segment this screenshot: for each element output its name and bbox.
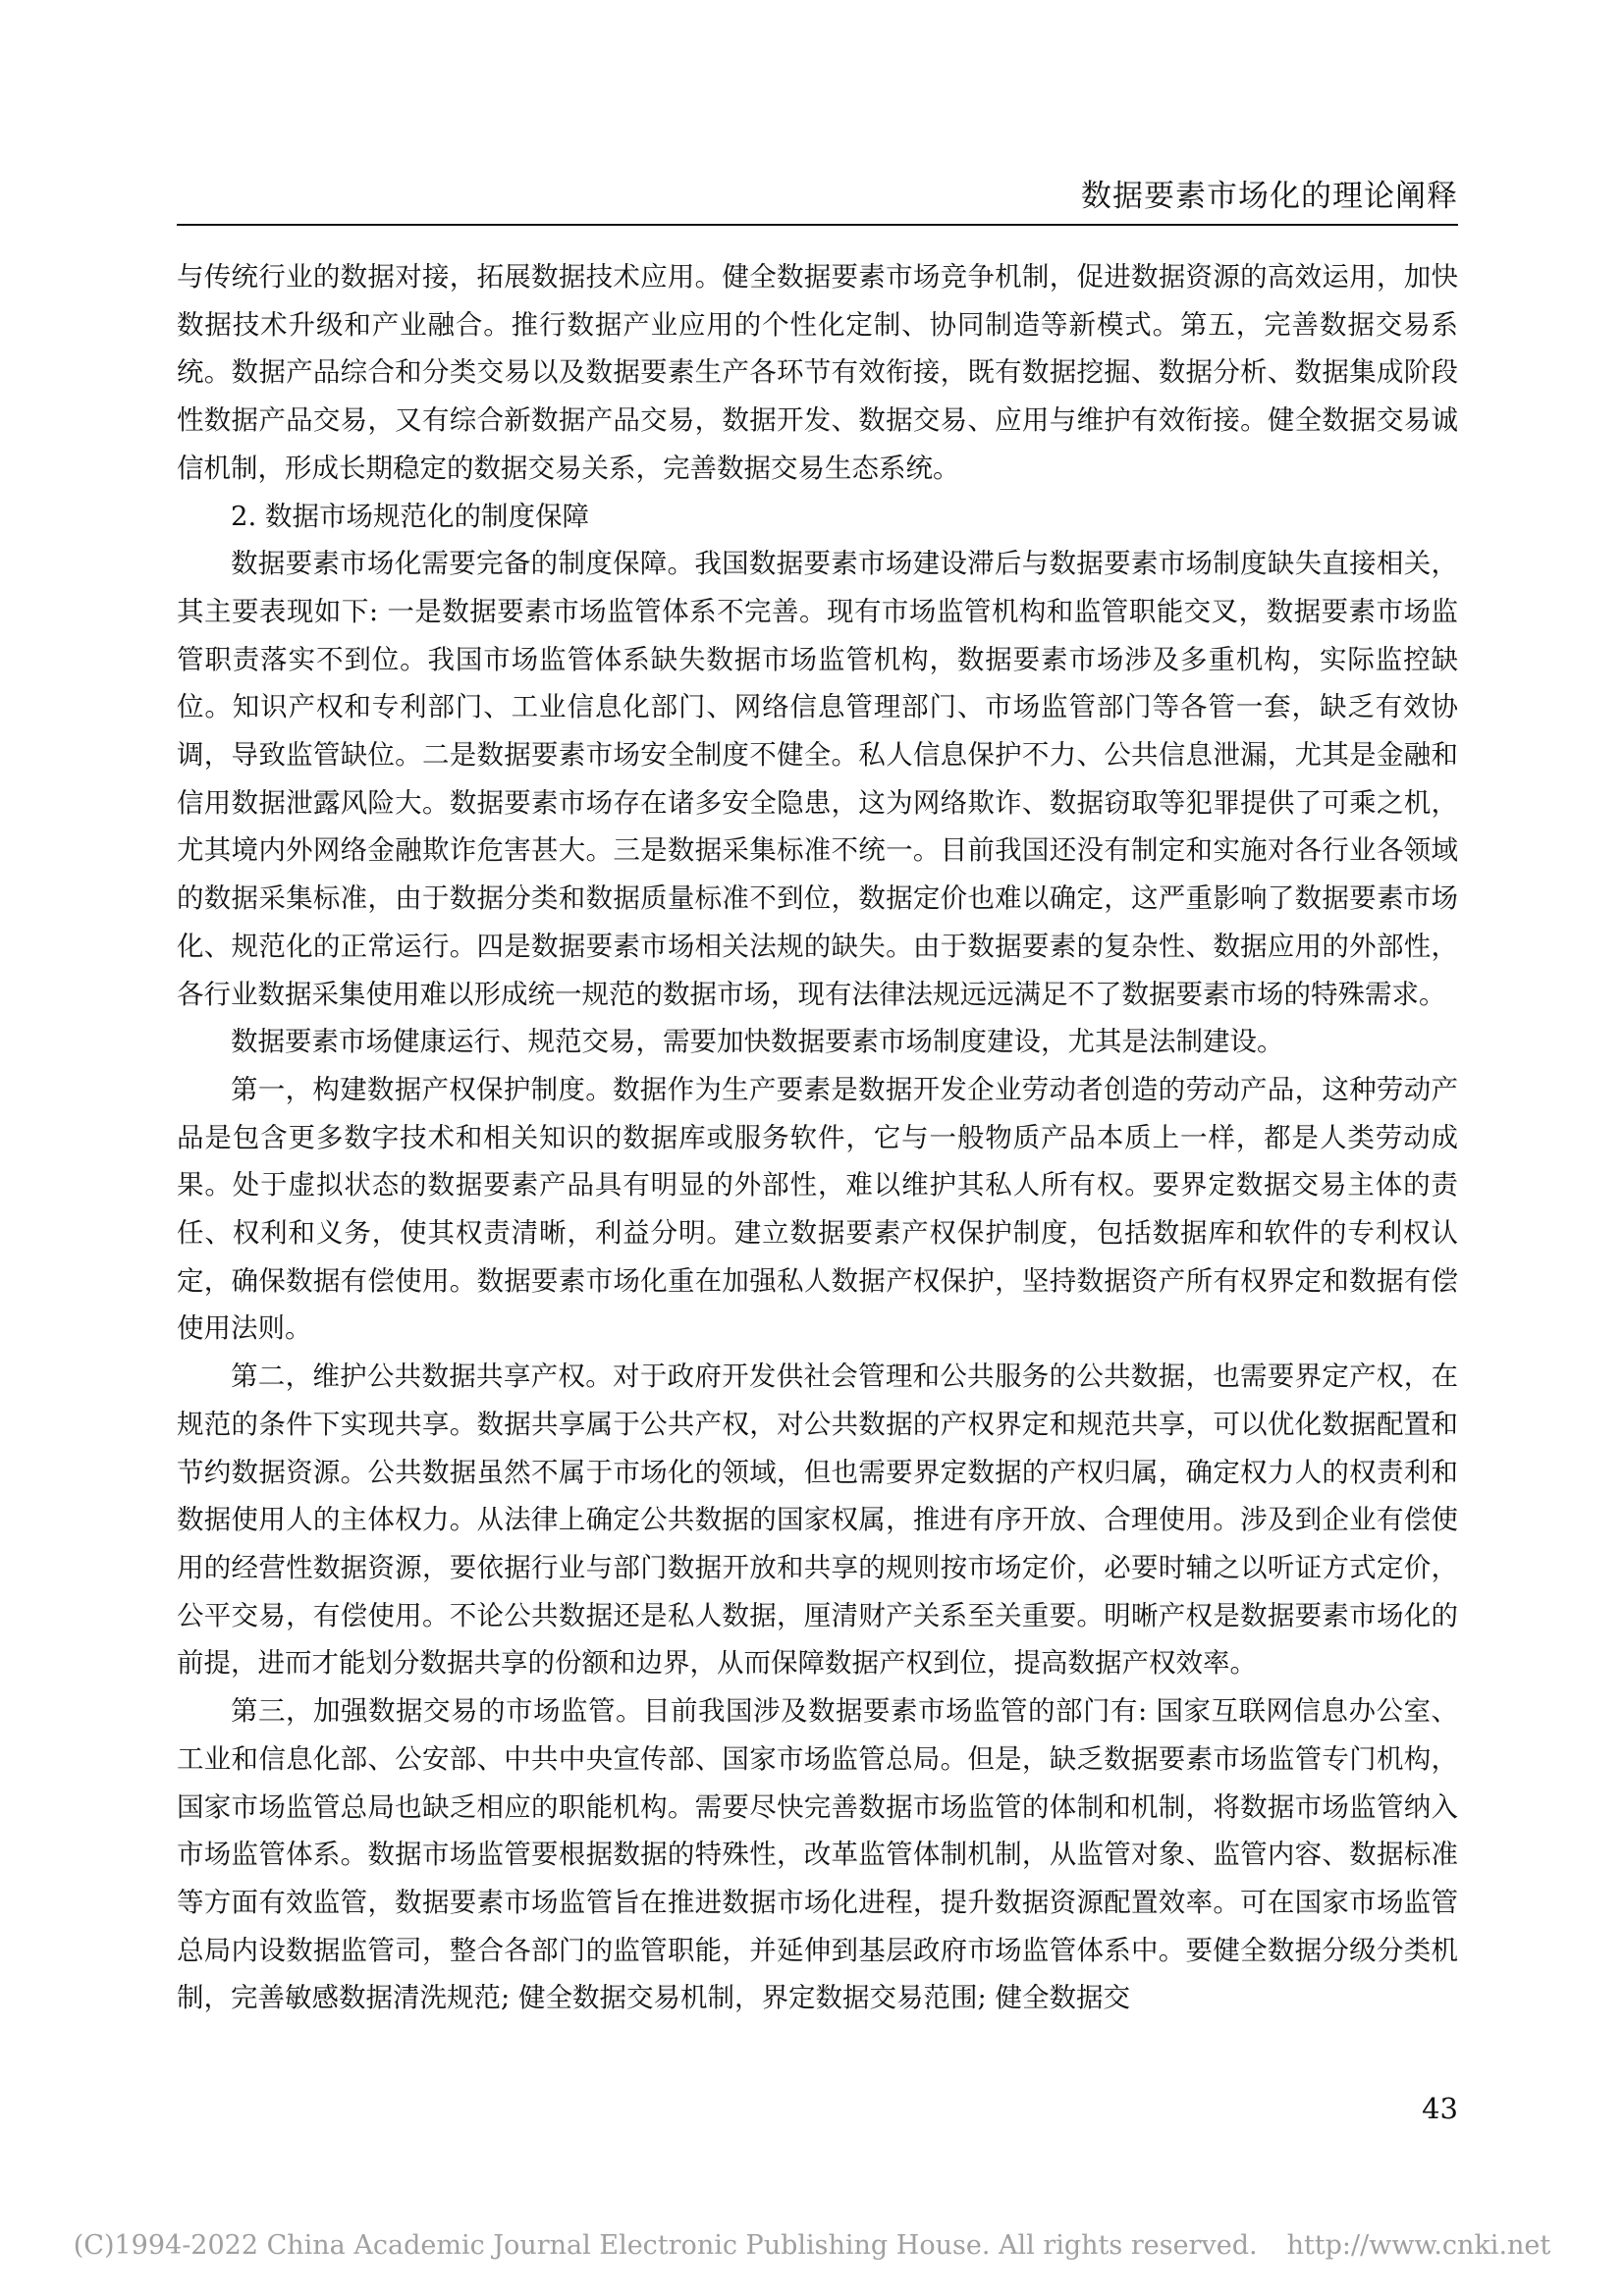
body-paragraph: 第三，加强数据交易的市场监管。目前我国涉及数据要素市场监管的部门有: 国家互联网信息办公室、工业和信息化部、公安部、中共中央宣传部、国家市场监管总局。但是，缺乏数据要素市场监管专门机构，国家市场监管总局也缺乏相应的职能机构。需要尽快完善数据市场监管的体制和机制，将数据市场监管纳入市场监管体系。数据市场监管要根据数据的特殊性，改革监管体制机制，从监管对象、监管内容、数据标准等方面有效监管，数据要素市场监管旨在推进数据市场化进程，提升数据资源配置效率。可在国家市场监管总局内设数据监管司，整合各部门的监管职能，并延伸到基层政府市场监管体系中。要健全数据分级分类机制，完善敏感数据清洗规范; 健全数据交易机制，界定数据交易范围; 健全数据交 xyxy=(177,1695,1458,2014)
body-paragraph: 第一，构建数据产权保护制度。数据作为生产要素是数据开发企业劳动者创造的劳动产品，这种劳动产品是包含更多数字技术和相关知识的数据库或服务软件，它与一般物质产品本质上一样，都是人类劳动成果。处于虚拟状态的数据要素产品具有明显的外部性，难以维护其私人所有权。要界定数据交易主体的责任、权利和义务，使其权责清晰，利益分明。建立数据要素产权保护制度，包括数据库和软件的专利权认定，确保数据有偿使用。数据要素市场化重在加强私人数据产权保护，坚持数据资产所有权界定和数据有偿使用法则。 xyxy=(177,1073,1458,1345)
body-paragraph: 数据要素市场健康运行、规范交易，需要加快数据要素市场制度建设，尤其是法制建设。 xyxy=(231,1026,1284,1058)
body-paragraph: 数据要素市场化需要完备的制度保障。我国数据要素市场建设滞后与数据要素市场制度缺失直接相关，其主要表现如下: 一是数据要素市场监管体系不完善。现有市场监管机构和监管职能交叉，数据要素市场监管职责落实不到位。我国市场监管体系缺失数据市场监管机构，数据要素市场涉及多重机构，实际监控缺位。知识产权和专利部门、工业信息化部门、网络信息管理部门、市场监管部门等各管一套，缺乏有效协调，导致监管缺位。二是数据要素市场安全制度不健全。私人信息保护不力、公共信息泄漏，尤其是金融和信用数据泄露风险大。数据要素市场存在诸多安全隐患，这为网络欺诈、数据窃取等犯罪提供了可乘之机，尤其境内外网络金融欺诈危害甚大。三是数据采集标准不统一。目前我国还没有制定和实施对各行业各领域的数据采集标准，由于数据分类和数据质量标准不到位，数据定价也难以确定，这严重影响了数据要素市场化、规范化的正常运行。四是数据要素市场相关法规的缺失。由于数据要素的复杂性、数据应用的外部性，各行业数据采集使用难以形成统一规范的数据市场，现有法律法规远远满足不了数据要素市场的特殊需求。 xyxy=(177,548,1458,1010)
body-paragraph-continued: 与传统行业的数据对接，拓展数据技术应用。健全数据要素市场竞争机制，促进数据资源的高效运用，加快数据技术升级和产业融合。推行数据产业应用的个性化定制、协同制造等新模式。第五，完善数据交易系统。数据产品综合和分类交易以及数据要素生产各环节有效衔接，既有数据挖掘、数据分析、数据集成阶段性数据产品交易，又有综合新数据产品交易，数据开发、数据交易、应用与维护有效衔接。健全数据交易诚信机制，形成长期稳定的数据交易关系，完善数据交易生态系统。 xyxy=(177,261,1458,484)
section-subheading: 2. 数据市场规范化的制度保障 xyxy=(231,500,589,532)
header-divider xyxy=(177,224,1458,226)
running-header-title: 数据要素市场化的理论阐释 xyxy=(1081,179,1458,214)
page-number: 43 xyxy=(1422,2092,1458,2125)
body-paragraph: 第二，维护公共数据共享产权。对于政府开发供社会管理和公共服务的公共数据，也需要界定产权，在规范的条件下实现共享。数据共享属于公共产权，对公共数据的产权界定和规范共享，可以优化数据配置和节约数据资源。公共数据虽然不属于市场化的领域，但也需要界定数据的产权归属，确定权力人的权责利和数据使用人的主体权力。从法律上确定公共数据的国家权属，推进有序开放、合理使用。涉及到企业有偿使用的经营性数据资源，要依据行业与部门数据开放和共享的规则按市场定价，必要时辅之以听证方式定价，公平交易，有偿使用。不论公共数据还是私人数据，厘清财产关系至关重要。明晰产权是数据要素市场化的前提，进而才能划分数据共享的份额和边界，从而保障数据产权到位，提高数据产权效率。 xyxy=(177,1361,1458,1680)
copyright-notice: (C)1994-2022 China Academic Journal Electronic Publishing House. All rights reserved. xyxy=(73,2230,1258,2261)
copyright-footer xyxy=(0,2228,1624,2264)
publisher-url[interactable]: http://www.cnki.net xyxy=(1286,2230,1551,2261)
article-body xyxy=(177,253,1458,2022)
